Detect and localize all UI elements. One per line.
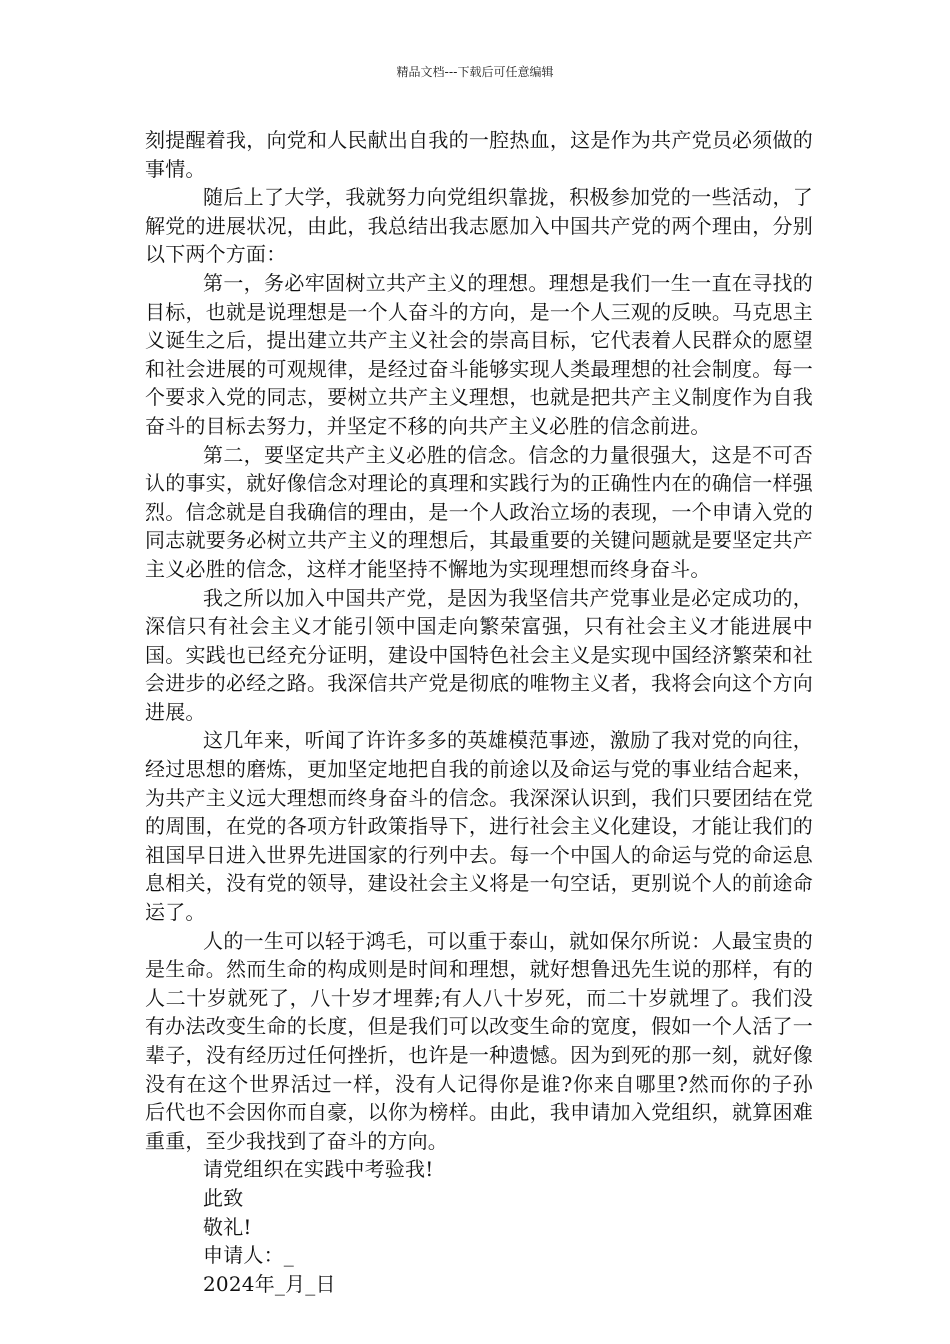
paragraph-first-reason: 第一，务必牢固树立共产主义的理想。理想是我们一生一直在寻找的目标，也就是说理想是一个人奋斗的方向，是一个人三观的反映。马克思主义诞生之后，提出建立共产主义社会的崇高目标，它代表着人民群众的愿望和社会进展的可观规律，是经过奋斗能够实现人类最理想的社会制度。每一个要求入党的同志，要树立共产主义理想，也就是把共产主义制度作为自我奋斗的目标去努力，并坚定不移的向共产主义必胜的信念前进。 xyxy=(145,270,813,438)
paragraph-university: 随后上了大学，我就努力向党组织靠拢，积极参加党的一些活动，了解党的进展状况，由此，我总结出我志愿加入中国共产党的两个理由，分别以下两个方面： xyxy=(145,185,813,267)
paragraph-life-meaning: 人的一生可以轻于鸿毛，可以重于泰山，就如保尔所说：人最宝贵的是生命。然而生命的构成则是时间和理想，就好想鲁迅先生说的那样，有的人二十岁就死了，八十岁才埋葬;有人八十岁死，而二十岁就埋了。我们没有办法改变生命的长度，但是我们可以改变生命的宽度，假如一个人活了一辈子，没有经历过任何挫折，也许是一种遗憾。因为到死的那一刻，就好像没有在这个世界活过一样，没有人记得你是谁?你来自哪里?然而你的子孙后代也不会因你而自豪，以你为榜样。由此，我申请加入党组织，就算困难重重，至少我找到了奋斗的方向。 xyxy=(145,928,813,1153)
applicant-signature-line: 申请人：_ xyxy=(203,1243,294,1268)
page-header: 精品文档---下载后可任意编辑 xyxy=(396,65,554,79)
closing-salutation: 此致 xyxy=(203,1185,244,1210)
paragraph-why-join: 我之所以加入中国共产党，是因为我坚信共产党事业是必定成功的，深信只有社会主义才能引领中国走向繁荣富强，只有社会主义才能进展中国。实践也已经充分证明，建设中国特色社会主义是实现中国经济繁荣和社会进步的必经之路。我深信共产党是彻底的唯物主义者，我将会向这个方向进展。 xyxy=(145,585,813,724)
date-line: 2024年_月_日 xyxy=(203,1271,336,1296)
closing-request: 请党组织在实践中考验我! xyxy=(203,1157,434,1182)
closing-regards: 敬礼! xyxy=(203,1214,252,1239)
paragraph-continuation: 刻提醒着我，向党和人民献出自我的一腔热血，这是作为共产党员必须做的事情。 xyxy=(145,128,813,181)
paragraph-recent-years: 这几年来，听闻了许许多多的英雄模范事迹，激励了我对党的向往，经过思想的磨炼，更加坚定地把自我的前途以及命运与党的事业结合起来，为共产主义远大理想而终身奋斗的信念。我深深认识到，我们只要团结在党的周围，在党的各项方针政策指导下，进行社会主义化建设，才能让我们的祖国早日进入世界先进国家的行列中去。每一个中国人的命运与党的命运息息相关，没有党的领导，建设社会主义将是一句空话，更别说个人的前途命运了。 xyxy=(145,728,813,925)
paragraph-second-reason: 第二，要坚定共产主义必胜的信念。信念的力量很强大，这是不可否认的事实，就好像信念对理论的真理和实践行为的正确性内在的确信一样强烈。信念就是自我确信的理由，是一个人政治立场的表现，一个申请入党的同志就要务必树立共产主义的理想后，其最重要的关键问题就是要坚定共产主义必胜的信念，这样才能坚持不懈地为实现理想而终身奋斗。 xyxy=(145,442,813,581)
document-body xyxy=(145,126,813,1298)
